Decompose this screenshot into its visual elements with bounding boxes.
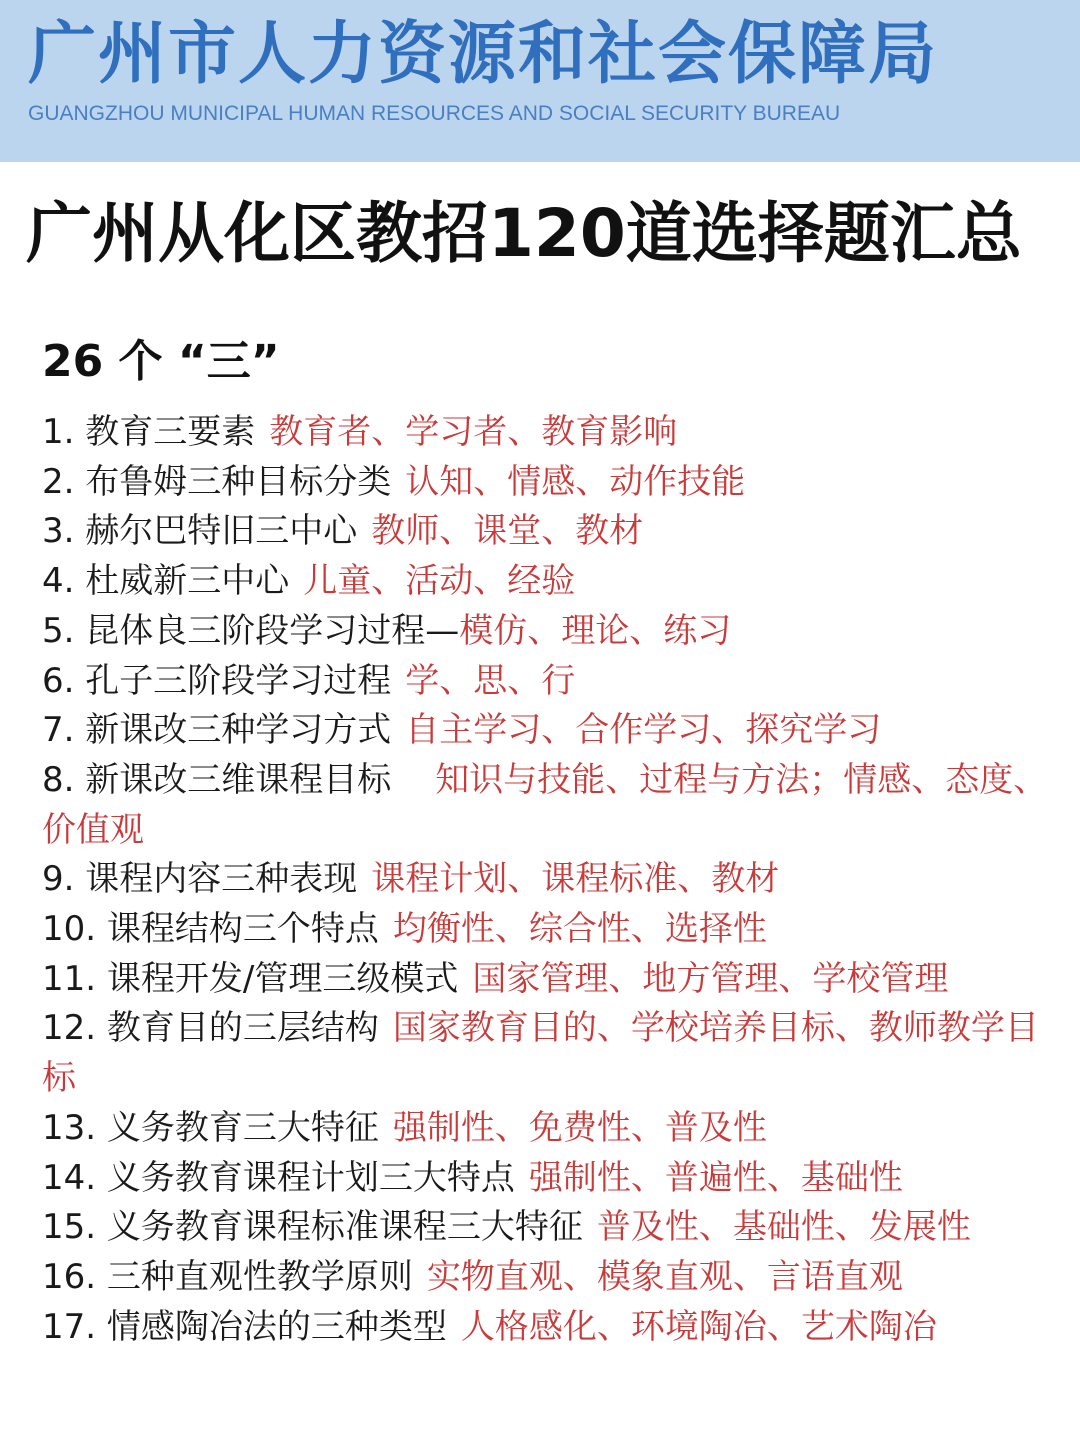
item-answer: 教育者、学习者、教育影响 [269, 412, 678, 452]
list-item [42, 1154, 1068, 1204]
item-question: 10. 课程结构三个特点 [42, 909, 379, 950]
item-question: 4. 杜威新三中心 [42, 561, 290, 602]
item-question: 8. 新课改三维课程目标 [42, 759, 392, 800]
list-item [42, 607, 1068, 657]
list-item [42, 408, 1068, 458]
list-item [42, 955, 1068, 1005]
item-answer: 课程计划、课程标准、教材 [371, 859, 780, 900]
item-answer: 学、思、行 [405, 660, 576, 701]
list-item [42, 1004, 1068, 1103]
list-item [42, 1303, 1068, 1353]
item-answer: 国家管理、地方管理、学校管理 [472, 958, 949, 999]
item-question: 15. 义务教育课程标准课程三大特征 [42, 1207, 583, 1248]
list-item [42, 855, 1068, 905]
section-title: 26 个 “三” [42, 336, 280, 387]
item-question: 12. 教育目的三层结构 [42, 1008, 379, 1049]
bureau-banner [0, 0, 1080, 162]
item-answer: 强制性、免费性、普及性 [392, 1107, 767, 1148]
list-item [42, 507, 1068, 557]
item-answer: 实物直观、模象直观、言语直观 [426, 1256, 903, 1297]
list-item [42, 905, 1068, 955]
item-question: 17. 情感陶冶法的三种类型 [42, 1306, 447, 1347]
list-item [42, 1104, 1068, 1154]
item-question: 11. 课程开发/管理三级模式 [42, 958, 459, 999]
item-answer: 自主学习、合作学习、探究学习 [405, 710, 882, 751]
list-item [42, 657, 1068, 707]
list-item [42, 706, 1068, 756]
item-answer: 知识与技能、过程与方法；情感、态度、价值观 [42, 759, 1048, 850]
item-question: 1. 教育三要素 [42, 412, 256, 452]
item-list [42, 408, 1068, 1352]
item-answer: 模仿、理论、练习 [459, 610, 732, 651]
page-title: 广州从化区教招120道选择题汇总 [26, 195, 1022, 272]
item-question: 13. 义务教育三大特征 [42, 1107, 379, 1148]
item-question: 2. 布鲁姆三种目标分类 [42, 461, 392, 502]
item-answer: 均衡性、综合性、选择性 [392, 909, 767, 950]
item-question: 16. 三种直观性教学原则 [42, 1256, 413, 1297]
item-question: 14. 义务教育课程计划三大特点 [42, 1157, 515, 1198]
item-answer: 强制性、普遍性、基础性 [528, 1157, 903, 1198]
item-question: 5. 昆体良三阶段学习过程— [42, 610, 460, 651]
list-item [42, 458, 1068, 508]
item-question: 7. 新课改三种学习方式 [42, 710, 392, 751]
item-answer: 普及性、基础性、发展性 [596, 1207, 971, 1248]
item-question: 3. 赫尔巴特旧三中心 [42, 511, 358, 552]
list-item [42, 557, 1068, 607]
bureau-name-en: GUANGZHOU MUNICIPAL HUMAN RESOURCES AND SOCIAL SECURITY BUREAU [28, 102, 841, 125]
list-item [42, 756, 1068, 855]
item-answer: 教师、课堂、教材 [371, 511, 644, 552]
item-answer: 认知、情感、动作技能 [405, 461, 746, 502]
list-item [42, 1253, 1068, 1303]
item-answer: 儿童、活动、经验 [303, 561, 576, 602]
bureau-name-cn: 广州市人力资源和社会保障局 [28, 15, 939, 94]
item-answer: 国家教育目的、学校培养目标、教师教学目标 [42, 1008, 1039, 1099]
item-answer: 人格感化、环境陶冶、艺术陶冶 [460, 1306, 937, 1347]
item-question: 9. 课程内容三种表现 [42, 859, 358, 900]
item-question: 6. 孔子三阶段学习过程 [42, 660, 392, 701]
list-item [42, 1203, 1068, 1253]
